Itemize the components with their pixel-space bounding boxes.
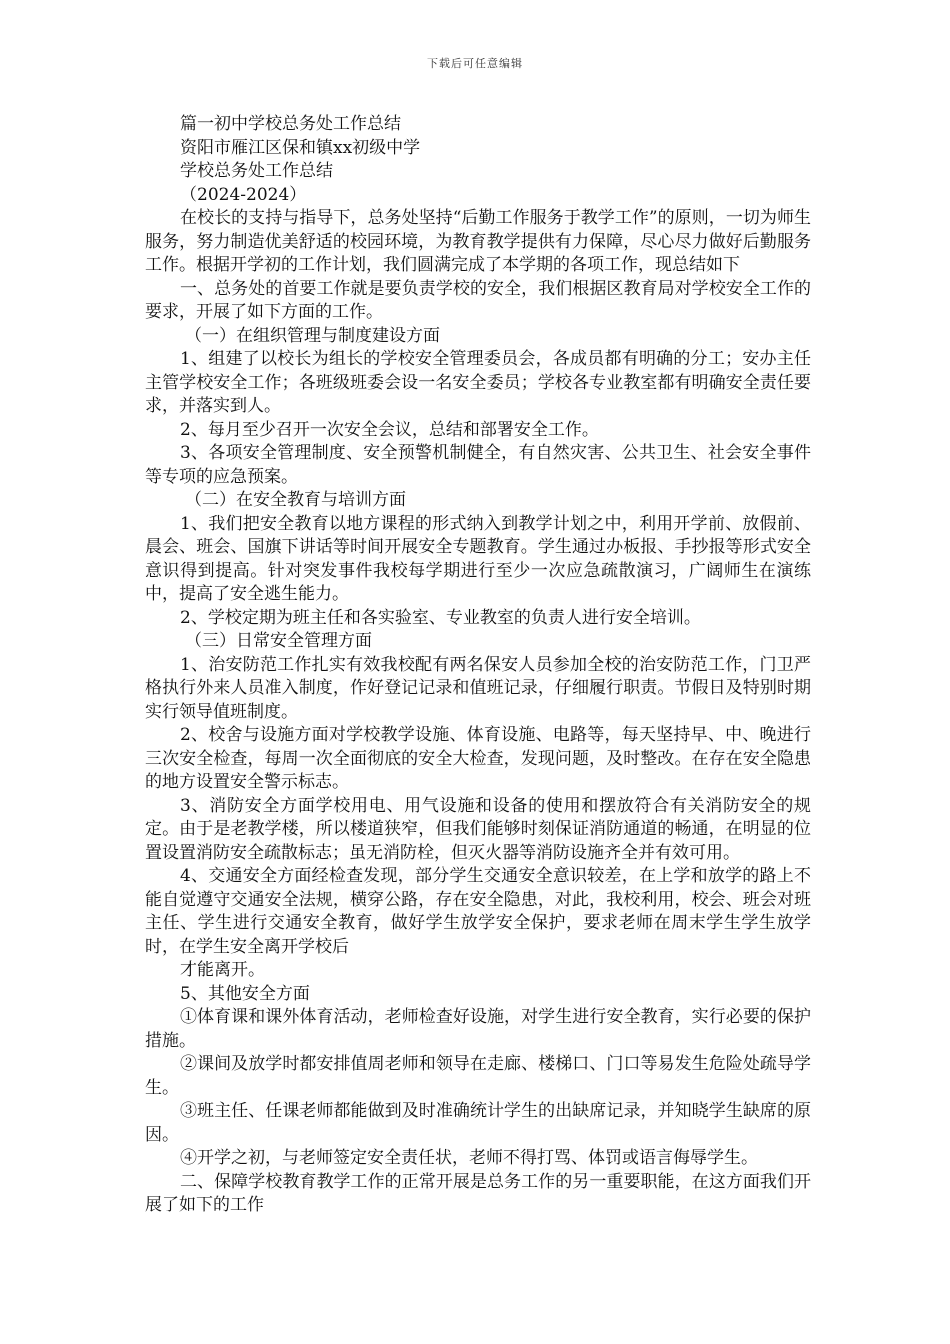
paragraph: 1、组建了以校长为组长的学校安全管理委员会，各成员都有明确的分工；安办主任主管学校安全工作；各班级班委会设一名安全委员；学校各专业教室都有明确安全责任要求，并落实到人。 bbox=[145, 349, 811, 416]
paragraph: 在校长的支持与指导下，总务处坚持“后勤工作服务于教学工作”的原则，一切为师生服务，努力制造优美舒适的校园环境，为教育教学提供有力保障，尽心尽力做好后勤服务工作。根据开学初的工作计划，我们圆满完成了本学期的各项工作，现总结如下 bbox=[145, 208, 811, 275]
paragraph: 5、其他安全方面 bbox=[180, 983, 310, 1004]
paragraph: 4、交通安全方面经检查发现，部分学生交通安全意识较差，在上学和放学的路上不能自觉遵守交通安全法规，横穿公路，存在安全隐患，对此，我校利用，校会、班会对班主任、学生进行交通安全教育，做好学生放学安全保护，要求老师在周末学生学生放学时，在学生安全离开学校后 bbox=[145, 866, 811, 957]
paragraph: 二、保障学校教育教学工作的正常开展是总务工作的另一重要职能，在这方面我们开展了如下的工作 bbox=[145, 1171, 811, 1215]
paragraph: 1、我们把安全教育以地方课程的形式纳入到教学计划之中，利用开学前、放假前、晨会、班会、国旗下讲话等时间开展安全专题教育。学生通过办板报、手抄报等形式安全意识得到提高。针对突发事件我校每学期进行至少一次应急疏散演习，广阔师生在演练中，提高了安全逃生能力。 bbox=[145, 513, 811, 604]
paragraph: 3、各项安全管理制度、安全预警机制健全，有自然灾害、公共卫生、社会安全事件等专项的应急预案。 bbox=[145, 443, 811, 487]
document-title: 篇一初中学校总务处工作总结 bbox=[180, 114, 401, 134]
paragraph: 2、校舍与设施方面对学校教学设施、体育设施、电路等，每天坚持早、中、晚进行三次安全检查，每周一次全面彻底的安全大检查，发现问题，及时整改。在存在安全隐患的地方设置安全警示标志。 bbox=[145, 725, 811, 792]
paragraph: ③班主任、任课老师都能做到及时准确统计学生的出缺席记录，并知晓学生缺席的原因。 bbox=[145, 1101, 811, 1145]
paragraph: 3、消防安全方面学校用电、用气设施和设备的使用和摆放符合有关消防安全的规定。由于是老教学楼，所以楼道狭窄，但我们能够时刻保证消防通道的畅通，在明显的位置设置消防安全疏散标志；虽无消防栓，但灭火器等消防设施齐全并有效可用。 bbox=[145, 795, 811, 863]
paragraph: ②课间及放学时都安排值周老师和领导在走廊、楼梯口、门口等易发生危险处疏导学生。 bbox=[145, 1054, 811, 1098]
report-period: （2024-2024） bbox=[180, 184, 307, 205]
paragraph: 2、学校定期为班主任和各实验室、专业教室的负责人进行安全培训。 bbox=[180, 607, 701, 628]
section-heading: （一）在组织管理与制度建设方面 bbox=[185, 325, 440, 346]
paragraph: ①体育课和课外体育活动，老师检查好设施，对学生进行安全教育，实行必要的保护措施。 bbox=[145, 1007, 811, 1051]
document-body bbox=[145, 113, 811, 1218]
school-name: 资阳市雁江区保和镇xx初级中学 bbox=[180, 137, 421, 158]
paragraph: ④开学之初，与老师签定安全责任状，老师不得打骂、体罚或语言侮辱学生。 bbox=[180, 1148, 758, 1168]
paragraph: 才能离开。 bbox=[180, 960, 265, 980]
paragraph: 2、每月至少召开一次安全会议，总结和部署安全工作。 bbox=[180, 419, 599, 440]
paragraph: 1、治安防范工作扎实有效我校配有两名保安人员参加全校的治安防范工作，门卫严格执行外来人员准入制度，作好登记记录和值班记录，仔细履行职责。节假日及特别时期实行领导值班制度。 bbox=[145, 654, 811, 722]
paragraph: 一、总务处的首要工作就是要负责学校的安全，我们根据区教育局对学校安全工作的要求，开展了如下方面的工作。 bbox=[145, 278, 811, 322]
section-heading: （二）在安全教育与培训方面 bbox=[185, 490, 406, 510]
header-note: 下载后可任意编辑 bbox=[427, 57, 523, 70]
section-heading: （三）日常安全管理方面 bbox=[185, 631, 372, 651]
report-title: 学校总务处工作总结 bbox=[180, 161, 333, 181]
